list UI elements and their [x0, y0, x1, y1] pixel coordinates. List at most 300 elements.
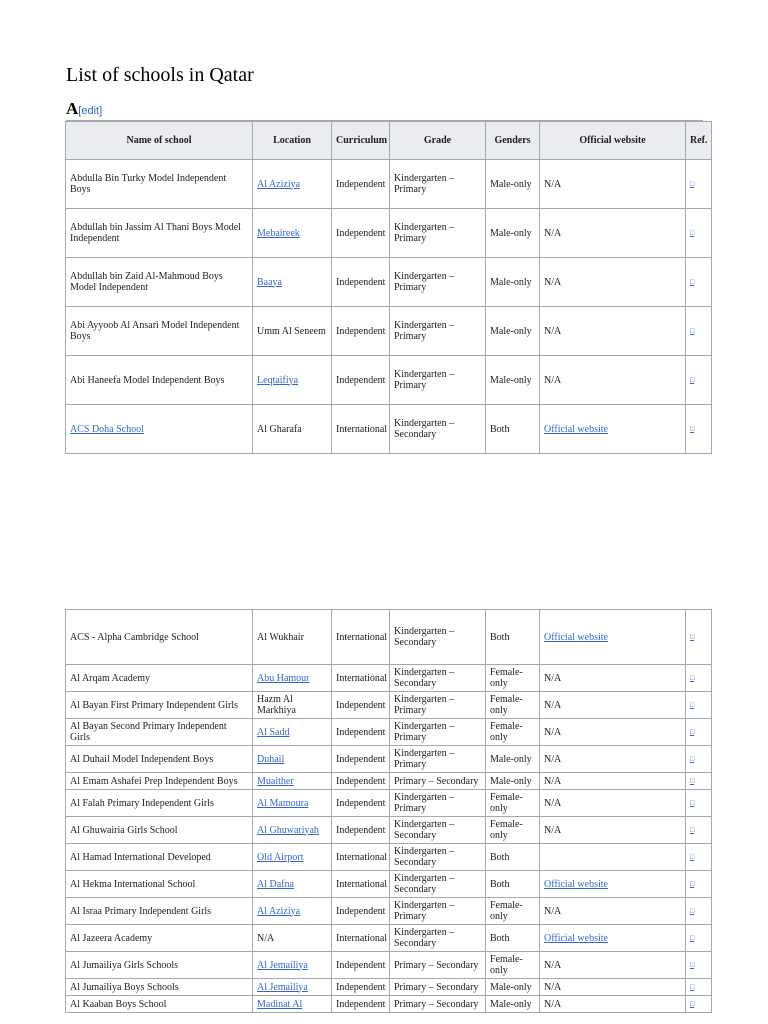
curriculum-cell [332, 746, 390, 773]
location-text: Al Wukhair [257, 631, 304, 643]
table-row [66, 209, 712, 258]
curriculum-cell [332, 307, 390, 356]
school-name-text: Al Israa Primary Independent Girls [70, 905, 212, 917]
location-cell [253, 665, 332, 692]
school-name-text: Al Hamad International Developed [70, 851, 211, 863]
official-website-text: N/A [544, 699, 562, 711]
curriculum-cell [332, 979, 390, 996]
school-name-text: Al Jumailiya Boys Schools [70, 981, 179, 993]
ref-link-icon[interactable]: □ [690, 1000, 695, 1008]
table-row [66, 692, 712, 719]
official-website-link[interactable]: Official website [544, 631, 608, 643]
school-name-cell [66, 979, 253, 996]
grade-text: Kindergarten – Secondary [394, 418, 455, 440]
genders-text: Male-only [490, 998, 532, 1010]
genders-cell [486, 610, 540, 665]
genders-cell [486, 844, 540, 871]
grade-cell [390, 979, 486, 996]
grade-text: Kindergarten – Primary [394, 694, 455, 716]
table-row [66, 307, 712, 356]
ref-link-icon[interactable]: □ [690, 376, 695, 384]
curriculum-text: Independent [336, 726, 386, 738]
grade-cell [390, 925, 486, 952]
official-website-text: N/A [544, 227, 562, 239]
grade-text: Kindergarten – Primary [394, 792, 455, 814]
official-website-text: N/A [544, 998, 562, 1010]
genders-cell [486, 996, 540, 1013]
official-website-cell [540, 790, 686, 817]
location-cell [253, 307, 332, 356]
ref-cell [686, 405, 712, 454]
ref-cell [686, 790, 712, 817]
ref-link-icon[interactable]: □ [690, 633, 695, 641]
table-row [66, 871, 712, 898]
header-website[interactable]: Official website [540, 122, 686, 160]
curriculum-text: International [336, 932, 388, 944]
table-row [66, 258, 712, 307]
ref-link-icon[interactable]: □ [690, 826, 695, 834]
grade-text: Kindergarten – Primary [394, 369, 455, 391]
official-website-link[interactable]: Official website [544, 878, 608, 890]
section-heading-a [66, 99, 703, 121]
official-website-cell [540, 746, 686, 773]
official-website-text: N/A [544, 905, 562, 917]
school-name-cell [66, 746, 253, 773]
ref-link-icon[interactable]: □ [690, 880, 695, 888]
official-website-cell [540, 817, 686, 844]
header-grade[interactable]: Grade [390, 122, 486, 160]
location-text: Al Gharafa [257, 423, 302, 435]
grade-text: Primary – Secondary [394, 775, 479, 787]
ref-cell [686, 356, 712, 405]
official-website-cell [540, 692, 686, 719]
curriculum-cell [332, 773, 390, 790]
school-name-cell [66, 773, 253, 790]
genders-text: Both [490, 851, 510, 863]
curriculum-text: Independent [336, 905, 386, 917]
genders-cell [486, 952, 540, 979]
school-name-text: Al Jazeera Academy [70, 932, 153, 944]
official-website-cell [540, 356, 686, 405]
official-website-cell [540, 898, 686, 925]
official-website-cell [540, 952, 686, 979]
grade-cell [390, 952, 486, 979]
ref-link-icon[interactable]: □ [690, 961, 695, 969]
grade-cell [390, 871, 486, 898]
curriculum-text: Independent [336, 998, 386, 1010]
genders-cell [486, 160, 540, 209]
location-cell [253, 844, 332, 871]
table-row [66, 952, 712, 979]
school-name-link[interactable]: ACS Doha School [70, 423, 144, 435]
curriculum-text: International [336, 631, 388, 643]
ref-link-icon[interactable]: □ [690, 853, 695, 861]
grade-text: Kindergarten – Secondary [394, 819, 455, 841]
official-website-cell [540, 925, 686, 952]
curriculum-cell [332, 405, 390, 454]
ref-cell [686, 160, 712, 209]
genders-cell [486, 258, 540, 307]
official-website-text: N/A [544, 672, 562, 684]
official-website-cell [540, 871, 686, 898]
ref-link-icon[interactable]: □ [690, 907, 695, 915]
school-name-cell [66, 258, 253, 307]
location-link[interactable]: Al Ghuwariyah [257, 824, 319, 836]
official-website-text: N/A [544, 753, 562, 765]
ref-cell [686, 746, 712, 773]
grade-cell [390, 610, 486, 665]
grade-text: Kindergarten – Secondary [394, 927, 455, 949]
table-row [66, 719, 712, 746]
official-website-text: N/A [544, 797, 562, 809]
ref-cell [686, 979, 712, 996]
genders-text: Male-only [490, 325, 532, 337]
location-cell [253, 405, 332, 454]
ref-link-icon[interactable]: □ [690, 278, 695, 286]
curriculum-cell [332, 160, 390, 209]
ref-cell [686, 898, 712, 925]
location-link[interactable]: Mebaireek [257, 227, 300, 239]
curriculum-text: Independent [336, 753, 386, 765]
genders-cell [486, 898, 540, 925]
official-website-text: N/A [544, 276, 562, 288]
official-website-cell [540, 773, 686, 790]
school-name-cell [66, 952, 253, 979]
grade-cell [390, 307, 486, 356]
genders-cell [486, 790, 540, 817]
ref-cell [686, 307, 712, 356]
location-link[interactable]: Madinat Al [257, 998, 303, 1010]
official-website-cell [540, 610, 686, 665]
grade-text: Kindergarten – Primary [394, 320, 455, 342]
grade-text: Kindergarten – Primary [394, 900, 455, 922]
official-website-text: N/A [544, 325, 562, 337]
location-cell [253, 871, 332, 898]
location-link[interactable]: Leqtaifiya [257, 374, 299, 386]
table-row [66, 844, 712, 871]
genders-cell [486, 209, 540, 258]
ref-link-icon[interactable]: □ [690, 777, 695, 785]
curriculum-text: Independent [336, 325, 386, 337]
location-cell [253, 979, 332, 996]
grade-cell [390, 844, 486, 871]
official-website-text: N/A [544, 178, 562, 190]
grade-cell [390, 692, 486, 719]
school-name-cell [66, 665, 253, 692]
official-website-cell [540, 405, 686, 454]
official-website-text: N/A [544, 824, 562, 836]
school-name-cell [66, 817, 253, 844]
official-website-cell [540, 209, 686, 258]
grade-text: Kindergarten – Secondary [394, 873, 455, 895]
grade-cell [390, 209, 486, 258]
table-row [66, 356, 712, 405]
genders-text: Male-only [490, 276, 532, 288]
location-cell [253, 209, 332, 258]
curriculum-cell [332, 925, 390, 952]
genders-text: Male-only [490, 981, 532, 993]
official-website-text: N/A [544, 374, 562, 386]
genders-cell [486, 817, 540, 844]
location-cell [253, 996, 332, 1013]
ref-link-icon[interactable]: □ [690, 983, 695, 991]
genders-cell [486, 925, 540, 952]
genders-text: Male-only [490, 753, 532, 765]
school-name-cell [66, 996, 253, 1013]
genders-text: Female-only [490, 694, 523, 716]
genders-cell [486, 719, 540, 746]
grade-text: Primary – Secondary [394, 959, 479, 971]
ref-link-icon[interactable]: □ [690, 327, 695, 335]
grade-text: Kindergarten – Secondary [394, 667, 455, 689]
genders-text: Male-only [490, 374, 532, 386]
school-name-text: Al Bayan Second Primary Independent Girls [70, 721, 227, 743]
location-cell [253, 817, 332, 844]
table-row [66, 996, 712, 1013]
curriculum-cell [332, 790, 390, 817]
ref-cell [686, 692, 712, 719]
location-link[interactable]: Al Mamoura [257, 797, 309, 809]
curriculum-cell [332, 258, 390, 307]
official-website-text: N/A [544, 726, 562, 738]
genders-cell [486, 773, 540, 790]
official-website-link[interactable]: Official website [544, 932, 608, 944]
ref-cell [686, 925, 712, 952]
genders-cell [486, 356, 540, 405]
ref-link-icon[interactable]: □ [690, 728, 695, 736]
genders-text: Female-only [490, 721, 523, 743]
curriculum-text: International [336, 878, 388, 890]
location-cell [253, 610, 332, 665]
school-name-cell [66, 844, 253, 871]
table-row [66, 773, 712, 790]
ref-link-icon[interactable]: □ [690, 180, 695, 188]
curriculum-cell [332, 952, 390, 979]
grade-text: Kindergarten – Primary [394, 222, 455, 244]
ref-cell [686, 719, 712, 746]
table-header-row [66, 122, 712, 160]
curriculum-text: Independent [336, 699, 386, 711]
table-row [66, 160, 712, 209]
table-row [66, 790, 712, 817]
header-ref[interactable]: Ref. [686, 122, 712, 160]
curriculum-text: Independent [336, 824, 386, 836]
school-name-text: Abdullah bin Jassim Al Thani Boys Model Independent [70, 222, 241, 244]
school-name-text: Al Duhail Model Independent Boys [70, 753, 214, 765]
table-row [66, 817, 712, 844]
table-row [66, 746, 712, 773]
school-name-cell [66, 405, 253, 454]
grade-cell [390, 719, 486, 746]
genders-cell [486, 665, 540, 692]
curriculum-cell [332, 719, 390, 746]
location-cell [253, 719, 332, 746]
location-cell [253, 356, 332, 405]
grade-cell [390, 898, 486, 925]
location-link[interactable]: Al Aziziya [257, 178, 301, 190]
official-website-text: N/A [544, 959, 562, 971]
grade-text: Kindergarten – Primary [394, 721, 455, 743]
school-name-text: Al Arqam Academy [70, 672, 150, 684]
table-row [66, 979, 712, 996]
location-link[interactable]: Old Airport [257, 851, 304, 863]
grade-cell [390, 817, 486, 844]
school-name-text: Al Kaaban Boys School [70, 998, 167, 1010]
curriculum-text: International [336, 672, 388, 684]
ref-cell [686, 871, 712, 898]
location-link[interactable]: Al Jemailiya [257, 981, 308, 993]
header-name[interactable]: Name of school [66, 122, 253, 160]
ref-cell [686, 773, 712, 790]
genders-cell [486, 692, 540, 719]
location-link[interactable]: Al Jemailiya [257, 959, 308, 971]
official-website-text: N/A [544, 775, 562, 787]
header-location[interactable]: Location [253, 122, 332, 160]
location-link[interactable]: Al Aziziya [257, 905, 301, 917]
school-name-text: Al Emam Ashafei Prep Independent Boys [70, 775, 238, 787]
curriculum-text: Independent [336, 276, 386, 288]
grade-cell [390, 405, 486, 454]
curriculum-cell [332, 665, 390, 692]
curriculum-cell [332, 898, 390, 925]
table-row [66, 898, 712, 925]
curriculum-text: Independent [336, 178, 386, 190]
ref-cell [686, 844, 712, 871]
header-genders[interactable]: Genders [486, 122, 540, 160]
table-row [66, 405, 712, 454]
school-name-text: Abi Haneefa Model Independent Boys [70, 374, 225, 386]
ref-link-icon[interactable]: □ [690, 425, 695, 433]
ref-link-icon[interactable]: □ [690, 934, 695, 942]
grade-text: Primary – Secondary [394, 981, 479, 993]
school-name-text: Al Ghuwairia Girls School [70, 824, 178, 836]
school-name-text: Abdulla Bin Turky Model Independent Boys [70, 173, 227, 195]
genders-cell [486, 979, 540, 996]
genders-text: Female-only [490, 819, 523, 841]
ref-cell [686, 952, 712, 979]
grade-text: Kindergarten – Secondary [394, 626, 455, 648]
edit-section-link[interactable]: [edit] [78, 105, 103, 117]
ref-cell [686, 610, 712, 665]
ref-cell [686, 817, 712, 844]
grade-text: Kindergarten – Secondary [394, 846, 455, 868]
curriculum-cell [332, 871, 390, 898]
ref-link-icon[interactable]: □ [690, 229, 695, 237]
school-name-text: Abi Ayyoob Al Ansari Model Independent Boys [70, 320, 240, 342]
curriculum-cell [332, 996, 390, 1013]
ref-cell [686, 665, 712, 692]
school-name-cell [66, 692, 253, 719]
curriculum-text: Independent [336, 797, 386, 809]
curriculum-text: International [336, 423, 388, 435]
school-name-cell [66, 209, 253, 258]
official-website-link[interactable]: Official website [544, 423, 608, 435]
ref-link-icon[interactable]: □ [690, 674, 695, 682]
official-website-cell [540, 844, 686, 871]
table-row [66, 925, 712, 952]
genders-cell [486, 405, 540, 454]
curriculum-cell [332, 692, 390, 719]
genders-text: Female-only [490, 667, 523, 689]
school-name-cell [66, 610, 253, 665]
genders-text: Female-only [490, 792, 523, 814]
school-name-cell [66, 160, 253, 209]
location-cell [253, 160, 332, 209]
official-website-cell [540, 665, 686, 692]
location-link[interactable]: Al Dafna [257, 878, 294, 890]
genders-text: Both [490, 878, 510, 890]
grade-text: Primary – Secondary [394, 998, 479, 1010]
official-website-cell [540, 719, 686, 746]
school-name-text: Abdullah bin Zaid Al-Mahmoud Boys Model Independent [70, 271, 223, 293]
header-curriculum[interactable]: Curriculum [332, 122, 390, 160]
location-cell [253, 692, 332, 719]
school-name-text: Al Jumailiya Girls Schools [70, 959, 179, 971]
curriculum-text: Independent [336, 374, 386, 386]
school-name-cell [66, 925, 253, 952]
location-cell [253, 952, 332, 979]
location-link[interactable]: Abu Hamour [257, 672, 310, 684]
genders-text: Male-only [490, 178, 532, 190]
section-letter: A [66, 99, 79, 118]
genders-text: Both [490, 932, 510, 944]
curriculum-cell [332, 209, 390, 258]
location-link[interactable]: Baaya [257, 276, 282, 288]
location-link[interactable]: Al Sadd [257, 726, 290, 738]
ref-link-icon[interactable]: □ [690, 701, 695, 709]
location-cell [253, 746, 332, 773]
grade-cell [390, 773, 486, 790]
location-text: N/A [257, 932, 275, 944]
location-text: Hazm Al Markhiya [257, 694, 296, 716]
page-title: List of schools in Qatar [66, 64, 254, 86]
location-link[interactable]: Duhail [257, 753, 285, 765]
school-name-text: Al Falah Primary Independent Girls [70, 797, 214, 809]
genders-cell [486, 307, 540, 356]
school-name-cell [66, 871, 253, 898]
official-website-cell [540, 996, 686, 1013]
genders-cell [486, 746, 540, 773]
curriculum-text: Independent [336, 981, 386, 993]
schools-table-1 [65, 121, 712, 454]
ref-link-icon[interactable]: □ [690, 755, 695, 763]
table-row [66, 610, 712, 665]
curriculum-text: Independent [336, 959, 386, 971]
genders-text: Female-only [490, 954, 523, 976]
grade-cell [390, 746, 486, 773]
ref-cell [686, 258, 712, 307]
school-name-cell [66, 790, 253, 817]
location-link[interactable]: Muaither [257, 775, 294, 787]
genders-cell [486, 871, 540, 898]
ref-cell [686, 996, 712, 1013]
genders-text: Male-only [490, 227, 532, 239]
grade-cell [390, 665, 486, 692]
location-cell [253, 773, 332, 790]
ref-link-icon[interactable]: □ [690, 799, 695, 807]
location-cell [253, 790, 332, 817]
curriculum-cell [332, 356, 390, 405]
grade-text: Kindergarten – Primary [394, 173, 455, 195]
curriculum-text: Independent [336, 775, 386, 787]
school-name-cell [66, 307, 253, 356]
curriculum-text: International [336, 851, 388, 863]
curriculum-cell [332, 844, 390, 871]
official-website-cell [540, 979, 686, 996]
location-cell [253, 258, 332, 307]
school-name-text: ACS - Alpha Cambridge School [70, 631, 199, 643]
official-website-cell [540, 258, 686, 307]
